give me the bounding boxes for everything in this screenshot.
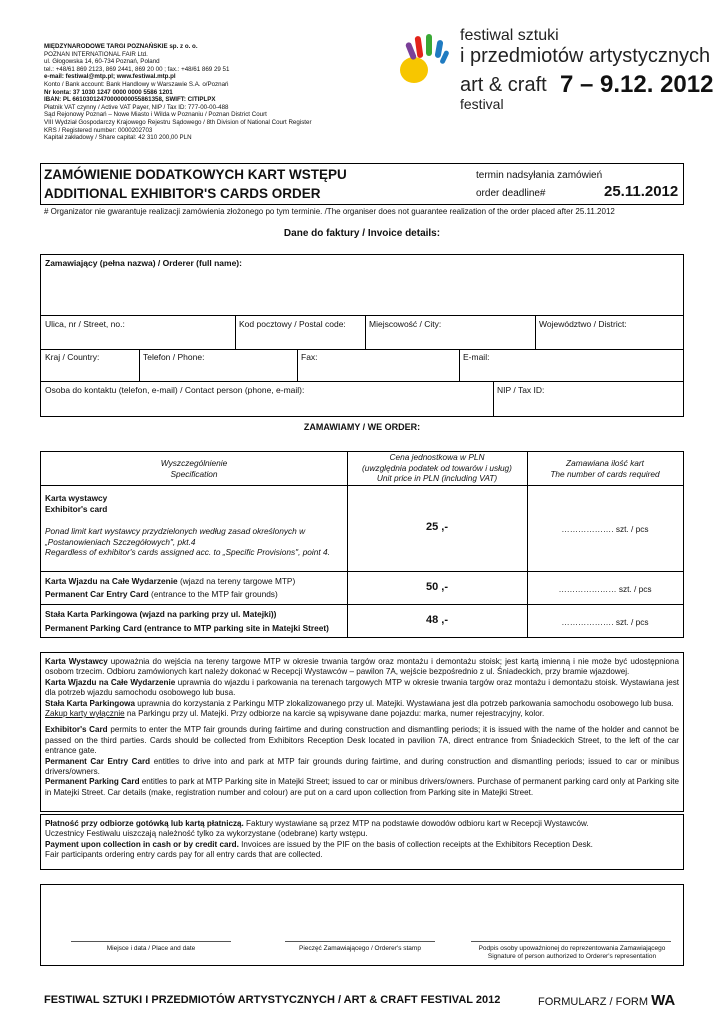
festival-line3: art & craft bbox=[460, 74, 547, 96]
form-code: FORMULARZ / FORM WA bbox=[538, 992, 676, 1009]
company-line: Sąd Rejonowy Poznań – Nowe Miasto i Wilda w Poznaniu / Poznan District Court bbox=[44, 111, 267, 119]
company-line: POZNAN INTERNATIONAL FAIR Ltd. bbox=[44, 50, 148, 58]
company-line: ul. Głogowska 14, 60-734 Poznań, Poland bbox=[44, 58, 160, 66]
festival-dates: 7 – 9.12. 2012 bbox=[560, 71, 714, 98]
hand-palm-yellow bbox=[400, 57, 428, 83]
col-header-price: Cena jednostkowa w PLN (uwzględnia podatek od towarów i usług) Unit price in PLN (including VAT) bbox=[362, 452, 512, 483]
stamp-label: Pieczęć Zamawiającego / Orderer's stamp bbox=[299, 945, 421, 952]
company-line: e-mail: festiwal@mtp.pl; www.festiwal.mtp.pl bbox=[44, 73, 176, 81]
form-title-en: ADDITIONAL EXHIBITOR'S CARDS ORDER bbox=[44, 186, 321, 201]
col-header-qty: Zamawiana ilość kart The number of cards required bbox=[550, 458, 660, 479]
company-line: Kapitał zakładowy / Share capital: 42 310 200,00 PLN bbox=[44, 134, 192, 142]
place-date-line[interactable] bbox=[71, 941, 231, 942]
postal-code-field[interactable]: Kod pocztowy / Postal code: bbox=[239, 319, 346, 329]
signature-label: Podpis osoby upoważnionej do reprezentowania Zamawiającego Signature of person authorized to Orderer's representation bbox=[478, 945, 666, 960]
deadline-note: # Organizator nie gwarantuje realizacji zamówienia złożonego po tym terminie. /The organiser does not guarantee realization of the order placed after 25.11.2012 bbox=[44, 207, 615, 216]
fax-field[interactable]: Fax: bbox=[301, 352, 318, 362]
invoice-heading: Dane do faktury / Invoice details: bbox=[283, 228, 441, 239]
payment-info: Płatność przy odbiorze gotówką lub kartą płatniczą. Faktury wystawiane są przez MTP na podstawie dowodów odbioru kart w Recepcji Wystawców. Uczestnicy Festiwalu uiszczają należność tylko za wykorzystane (odebrane) karty wstępu. Payment upon collection in cash or by credit card. Invoices are issued by the PIF on the basis of collection receipts at the Exhibitors Reception Desk. Fair participants ordering entry cards pay for all entry cards that are collected. bbox=[40, 814, 684, 870]
form-title-pl: ZAMÓWIENIE DODATKOWYCH KART WSTĘPU bbox=[44, 167, 347, 182]
company-line: tel.: +48/61 869 2123, 869 2441, 869 20 00 ; fax.: +48/61 869 29 51 bbox=[44, 65, 230, 73]
nip-field[interactable]: NIP / Tax ID: bbox=[497, 385, 545, 395]
signature-box bbox=[40, 884, 684, 966]
festival-line1: festiwal sztuki bbox=[460, 27, 559, 44]
street-field[interactable]: Ulica, nr / Street, no.: bbox=[45, 319, 125, 329]
invoice-details-table bbox=[40, 254, 684, 417]
company-line: KRS / Registered number: 0000202703 bbox=[44, 126, 153, 134]
order-heading: ZAMAWIAMY / WE ORDER: bbox=[303, 422, 421, 432]
place-date-label: Miejsce i data / Place and date bbox=[106, 945, 196, 952]
province-field[interactable]: Województwo / District: bbox=[539, 319, 627, 329]
finger-blue bbox=[434, 40, 443, 59]
deadline-label-pl: termin nadsyłania zamówień bbox=[476, 170, 603, 181]
price-exhibitor-card: 25 ,- bbox=[425, 521, 448, 533]
footer-title: FESTIWAL SZTUKI I PRZEDMIOTÓW ARTYSTYCZNYCH / ART & CRAFT FESTIVAL 2012 bbox=[44, 994, 501, 1006]
card-rules-info: Karta Wystawcy upoważnia do wejścia na tereny targowe MTP w okresie trwania targów oraz montażu i demontażu stoisk; jest kartą imienną i nie może być udostępniona osobom trzecim. Odbioru zamówionych kart należy dokonać w Recepcji Wystawców – pawilon 7A, wejście bezpośrednio z ul. Śniadeckich, przy bramie wjazdowej. Karta Wjazdu na Całe Wydarzenie uprawnia do wjazdu i parkowania na terenach targowych MTP w okresie trwania targów oraz montażu i demontażu stoisk. Wystawiana jest dla potrzeb wjazdu samochodu osobowego lub busa. Stała Karta Parkingowa uprawnia do korzystania z Parkingu MTP zlokalizowanego przy ul. Matejki. Wystawiana jest dla potrzeb parkowania samochodu osobowego lub busa. Zakup karty wyłącznie na Parkingu przy ul. Matejki. Przy odbiorze na karcie są wpisywane dane pojazdu: marka, numer rejestracyjny, kolor. Exhibitor's Card permits to enter the MTP fair grounds during fairtime and during construction and dismantling periods; it is issued with the name of the holder and cannot be passed on the third parties. Cards should be collected from Exhibitors Reception Desk located in pavilion 7A, direct entrance from Śniadeckich Street, to the left of the car entrance gate. Permanent Car Entry Card entitles to drive into and park at MTP fair grounds during fairtime, and during construction and dismantling periods; issued to car or minibus drivers/owners. Permanent Parking Card entitles to park at MTP Parking site in Matejki Street; issued to car or minibus drivers/owners. Purchase of permanent parking card only at Parking site in Matejki Street. Car details (make, registration number and colour) are put on a card upon collection from Parking site in Matejki Street. bbox=[40, 652, 684, 812]
festival-hand-logo-icon bbox=[398, 30, 456, 92]
col-header-spec: Wyszczególnienie Specification bbox=[160, 458, 228, 479]
orderer-field[interactable]: Zamawiający (pełna nazwa) / Orderer (full name): bbox=[45, 258, 242, 268]
finger-green bbox=[426, 34, 432, 56]
deadline-label-en: order deadline# bbox=[476, 188, 546, 199]
qty-car-entry-card[interactable]: ………………… szt. / pcs bbox=[558, 584, 652, 594]
festival-line4: festival bbox=[460, 96, 504, 112]
price-car-entry-card: 50 ,- bbox=[425, 581, 448, 593]
company-line: IBAN: PL 66103012470000000055861358, SWIFT: CITIPLPX bbox=[44, 96, 216, 104]
deadline-date: 25.11.2012 bbox=[604, 183, 679, 200]
qty-parking-card[interactable]: ………………. szt. / pcs bbox=[561, 617, 649, 627]
company-line: Konto / Bank account: Bank Handlowy w Warszawie S.A. o/Poznań bbox=[44, 80, 229, 88]
phone-field[interactable]: Telefon / Phone: bbox=[143, 352, 205, 362]
company-line: Nr konta: 37 1030 1247 0000 0000 5586 1201 bbox=[44, 88, 173, 96]
price-parking-card: 48 ,- bbox=[425, 614, 448, 626]
finger-purple bbox=[405, 42, 417, 61]
qty-exhibitor-card[interactable]: ………………. szt. / pcs bbox=[561, 524, 649, 534]
table-row-car-entry-card: Karta Wjazdu na Całe Wydarzenie (wjazd na tereny targowe MTP) Permanent Car Entry Card (entrance to the MTP fair grounds) bbox=[45, 576, 296, 599]
table-row-parking-card: Stała Karta Parkingowa (wjazd na parking przy ul. Matejki)) Permanent Parking Card (entrance to MTP parking site in Matejki Street) bbox=[45, 609, 329, 633]
stamp-line[interactable] bbox=[285, 941, 435, 942]
table-row-exhibitor-card: Karta wystawcy Exhibitor's card Ponad limit kart wystawcy przydzielonych według zasad określonych w „Postanowieniach Szczegółowych", pkt.4 Regardless of exhibitor's cards assigned acc. to „Specific Provisions", point 4. bbox=[45, 493, 330, 557]
city-field[interactable]: Miejscowość / City: bbox=[369, 319, 442, 329]
company-name: MIĘDZYNARODOWE TARGI POZNAŃSKIE sp. z o. o. bbox=[44, 43, 198, 50]
company-line: Płatnik VAT czynny / Active VAT Payer, NIP / Tax ID: 777-00-00-488 bbox=[44, 103, 229, 111]
country-field[interactable]: Kraj / Country: bbox=[45, 352, 100, 362]
signature-line[interactable] bbox=[471, 941, 671, 942]
company-line: VIII Wydział Gospodarczy Krajowego Rejestru Sądowego / 8th Division of National Court Register bbox=[44, 118, 312, 126]
finger-red bbox=[414, 36, 423, 59]
festival-line2: i przedmiotów artystycznych bbox=[460, 45, 711, 67]
contact-person-field[interactable]: Osoba do kontaktu (telefon, e-mail) / Contact person (phone, e-mail): bbox=[45, 385, 305, 395]
order-table bbox=[40, 451, 684, 638]
company-info bbox=[44, 43, 364, 142]
email-field[interactable]: E-mail: bbox=[463, 352, 490, 362]
